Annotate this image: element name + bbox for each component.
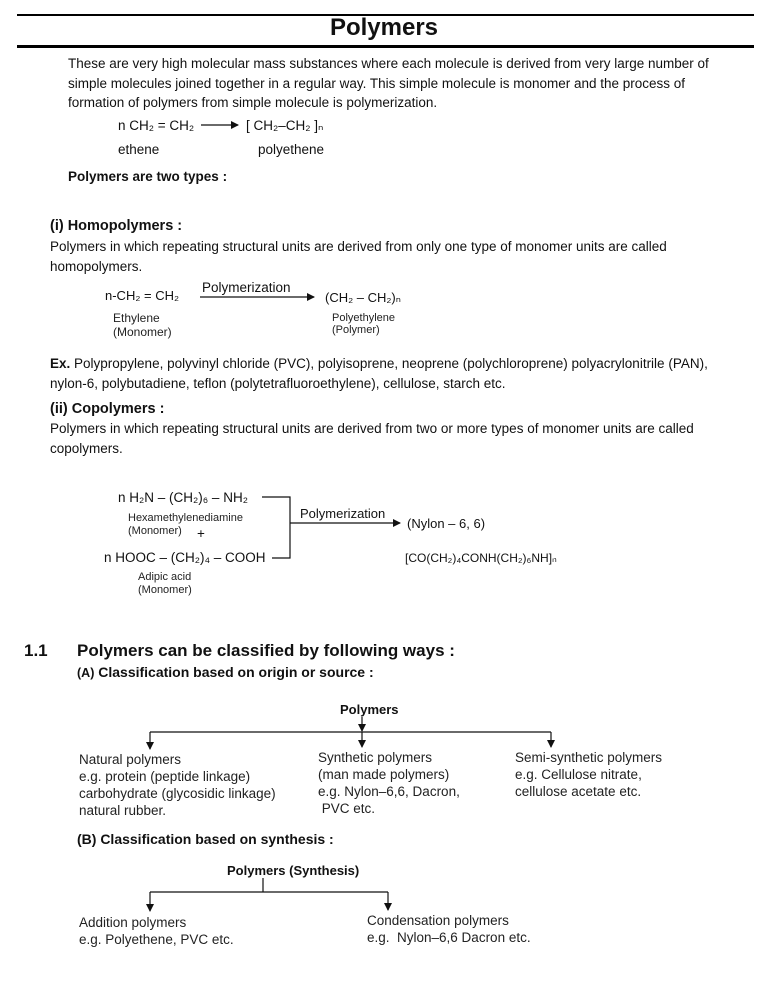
co-reactant-1-type: (Monomer) <box>128 525 182 537</box>
copolymers-description: Polymers in which repeating structural units are derived from two or more types of monomer units are called copolymers. <box>50 421 694 456</box>
classification-a-label: (A) <box>77 666 95 680</box>
co-reactant-2: n HOOC – (CH₂)₄ – COOH <box>104 550 266 565</box>
homopolymers-heading: (i) Homopolymers : <box>50 218 183 234</box>
co-product-formula: [CO(CH₂)₄CONH(CH₂)₆NH]ₙ <box>405 551 557 565</box>
homo-arrow-label: Polymerization <box>202 280 291 295</box>
eq1-reactant: n CH₂ = CH₂ <box>118 118 195 133</box>
natural-line-3: carbohydrate (glycosidic linkage) <box>79 786 276 801</box>
co-arrow-label: Polymerization <box>300 506 386 521</box>
semi-line-1: Semi-synthetic polymers <box>515 750 663 765</box>
synthetic-line-4: PVC etc. <box>318 801 376 816</box>
co-reactant-1: n H₂N – (CH₂)₆ – NH₂ <box>118 490 248 505</box>
eq1-product-name: polyethene <box>258 142 325 157</box>
eq1-product: [ CH₂–CH₂ ]ₙ <box>246 118 324 133</box>
addition-line-1: Addition polymers <box>79 915 187 930</box>
synthetic-line-1: Synthetic polymers <box>318 750 433 765</box>
tree-a-root: Polymers <box>340 702 399 717</box>
synthetic-line-3: e.g. Nylon–6,6, Dacron, <box>318 784 460 799</box>
tree-b-root: Polymers (Synthesis) <box>227 863 360 878</box>
synthetic-line-2: (man made polymers) <box>318 767 450 782</box>
co-reactant-2-type: (Monomer) <box>138 584 192 596</box>
page-title: Polymers <box>329 14 439 41</box>
classification-b-heading: (B) Classification based on synthesis : <box>77 831 334 847</box>
condensation-line-1: Condensation polymers <box>367 913 509 928</box>
addition-line-2: e.g. Polyethene, PVC etc. <box>79 932 234 947</box>
examples-text: Polypropylene, polyvinyl chloride (PVC), polyisoprene, neoprene (polychloroprene) polyacrylonitrile (PAN), nylon-6, polybutadiene, teflon (polytetrafluoroethylene), cellulose, starch etc. <box>50 356 708 391</box>
co-product: (Nylon – 6, 6) <box>407 516 486 531</box>
copolymers-heading: (ii) Copolymers : <box>50 401 165 417</box>
homopolymers-description: Polymers in which repeating structural units are derived from only one type of monomer units are called homopolymers. <box>50 239 667 274</box>
section-number: 1.1 <box>24 641 48 660</box>
natural-line-4: natural rubber. <box>79 803 167 818</box>
semi-line-3: cellulose acetate etc. <box>515 784 642 799</box>
co-reactant-2-name: Adipic acid <box>138 571 192 583</box>
homo-reactant-type: (Monomer) <box>113 325 172 339</box>
homo-reactant-name: Ethylene <box>113 311 160 325</box>
natural-line-1: Natural polymers <box>79 752 182 767</box>
homo-product: (CH₂ – CH₂)ₙ <box>325 290 401 305</box>
condensation-line-2: e.g. Nylon–6,6 Dacron etc. <box>367 930 531 945</box>
types-heading: Polymers are two types : <box>68 169 228 184</box>
co-reactant-1-name: Hexamethylenediamine <box>128 512 243 524</box>
examples-label: Ex. <box>50 356 71 371</box>
co-bracket <box>262 497 290 558</box>
homo-product-type: (Polymer) <box>332 324 380 336</box>
eq1-reactant-name: ethene <box>118 142 160 157</box>
natural-line-2: e.g. protein (peptide linkage) <box>79 769 251 784</box>
classification-a-title: Classification based on origin or source : <box>94 664 374 680</box>
homo-reactant: n-CH₂ = CH₂ <box>105 288 180 303</box>
co-plus-sign: + <box>197 526 205 541</box>
section-heading: Polymers can be classified by following ways : <box>77 641 455 660</box>
homo-product-name: Polyethylene <box>332 312 395 324</box>
semi-line-2: e.g. Cellulose nitrate, <box>515 767 642 782</box>
intro-paragraph: These are very high molecular mass substances where each molecule is derived from very large number of simple molecules joined together in a regular way. This simple molecule is monomer and the process of formation of polymers from simple molecule is polymerization. <box>68 56 709 110</box>
